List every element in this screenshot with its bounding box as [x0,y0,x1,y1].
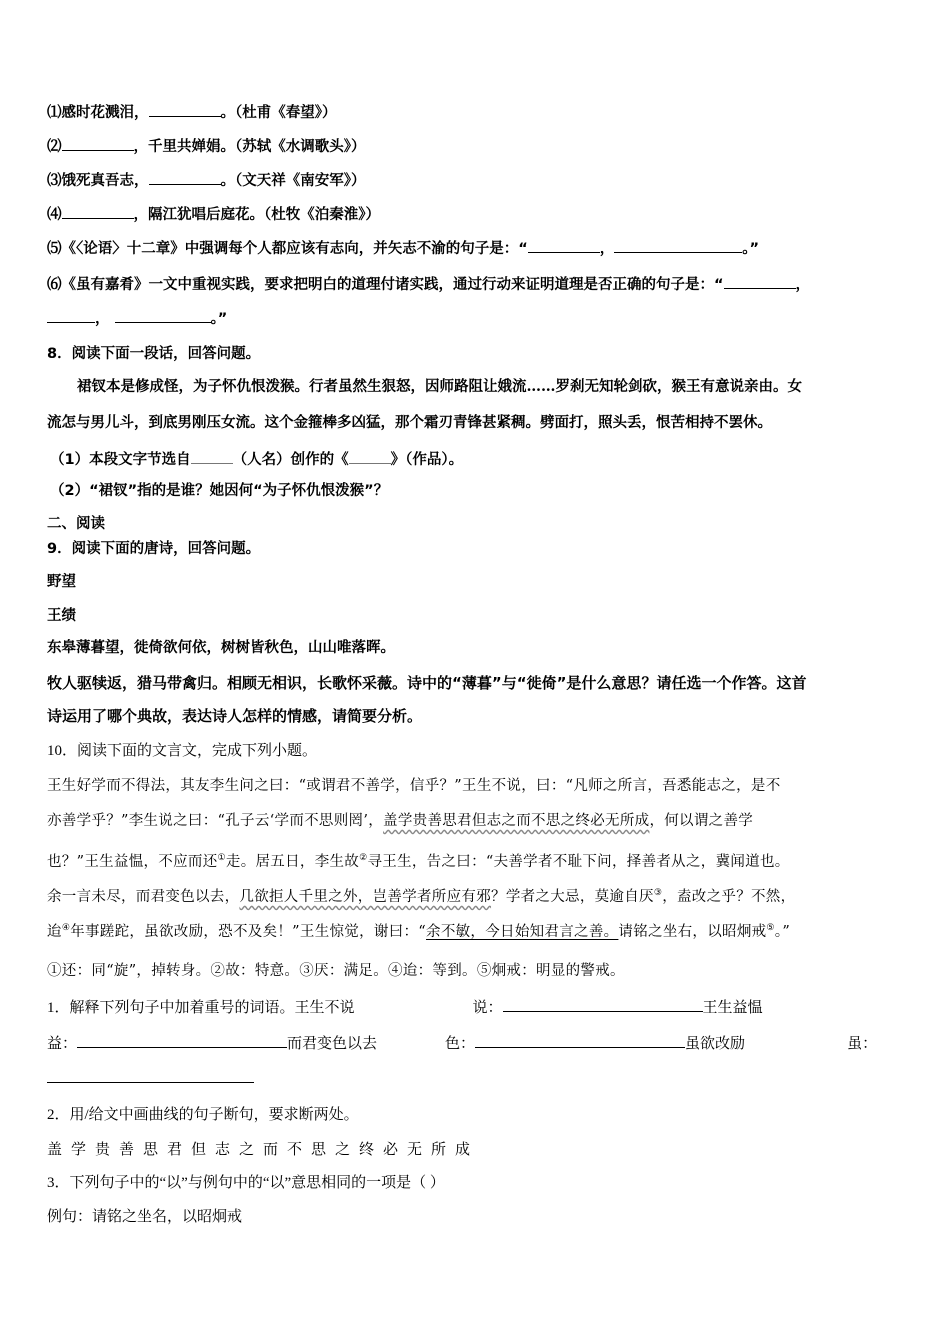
item-number: ⑵ [47,139,62,155]
underlined-sentence: 余不敏，今日始知君言之善。 [426,923,619,940]
poem-title: 野望 [47,574,76,590]
punct: 。” [210,311,228,327]
item-text: 感时花溅泪， [61,105,149,121]
sub-question-2: 2．用/给文中画曲线的句子断句，要求断两处。 [47,1107,359,1123]
work-blank[interactable] [349,449,391,464]
poem-line-1: 东皋薄暮望，徙倚欲何依，树树皆秋色，山山唯落晖。 [47,640,395,656]
text: （1）本段文字节选自 [50,452,191,468]
classical-line-4 [47,883,795,907]
text: 也？”王生益愠，不应而还 [47,853,218,870]
sub-question-1-cont2 [47,1068,254,1089]
punct: ， [599,241,615,257]
text: 请铭之坐右，以昭炯戒 [618,923,767,940]
footnote-marker: ④ [61,923,71,933]
answer-blank[interactable] [724,274,796,289]
q7-item-3 [47,170,366,191]
footnote-marker: ③ [653,888,663,898]
text: 走。居五日，李生故 [225,853,360,870]
q8-sub-2: （2）“裙钗”指的是谁？她因何“为子怀仇恨泼猴”？ [50,483,389,499]
text: 。” [774,923,791,940]
text: ？学者之大忌，莫逾自厌 [491,888,654,905]
answer-blank[interactable] [475,1033,685,1048]
text: 亦善学乎？”李生说之曰：“孔子云‘学而不思则罔’， [47,813,384,829]
text: 1．解释下列句子中加着重号的词语。王生不说 [47,1000,355,1016]
item-text: 饿死真吾志， [61,173,149,189]
answer-blank[interactable] [149,102,221,117]
q8-sub-1 [50,449,463,470]
text: ，何以谓之善学 [649,813,754,829]
answer-blank[interactable] [62,204,134,219]
punct: 。” [742,241,760,257]
text: 王生益愠 [702,1000,763,1016]
footnotes: ①还：同“旋”，掉转身。②故：特意。③厌：满足。④迨：等到。⑤炯戒：明显的警戒。 [47,963,625,979]
item-text: ，隔江犹唱后庭花。（杜牧《泊秦淮》） [133,207,380,223]
classical-line-2 [47,811,753,831]
item-number: ⑸ [47,241,62,257]
answer-blank[interactable] [47,1068,254,1083]
sentence-to-punctuate: 盖学贵善思君但志之而不思之终必无所成 [47,1142,480,1158]
text: 迨 [47,923,62,940]
item-text: ，千里共婵娟。（苏轼《水调歌头》） [133,139,366,155]
q7-item-1 [47,102,337,123]
text: （人名）创作的《 [232,452,349,468]
wavy-underlined-sentence: 几欲拒人千里之外，岂善学者所应有邪 [239,888,492,905]
answer-blank[interactable] [149,170,221,185]
text: 色： [445,1036,476,1052]
classical-line-5 [47,918,790,942]
sub-question-3: 3．下列句子中的“以”与例句中的“以”意思相同的一项是（ ） [47,1175,445,1191]
punct: ， [795,277,811,293]
q8-title: 8．阅读下面一段话，回答问题。 [47,346,261,362]
author-blank[interactable] [191,449,233,464]
punct: ， [95,311,110,327]
example-sentence: 例句：请铭之坐名，以昭炯戒 [47,1209,243,1225]
q8-passage-line-1: 裙钗本是修成怪，为子怀仇恨泼猴。行者虽然生狠怒，因师路阻让娥流……罗刹无知轮剑砍，猴王有意说亲由。女 [77,378,802,395]
classical-line-1: 王生好学而不得法，其友李生问之曰：“或谓君不善学，信乎？”王生不说，曰：“凡师之所言，吾悉能志之，是不 [47,778,781,794]
item-text: 。（文天祥《南安军》） [220,173,366,189]
text: 说： [472,1000,503,1016]
text: 年事蹉跎，虽欲改励，恐不及矣！”王生惊觉，谢曰：“ [70,923,427,940]
item-number: ⑴ [47,105,62,121]
q7-item-4 [47,204,380,225]
answer-blank[interactable] [503,997,703,1012]
text: 虽欲改励 [685,1036,746,1052]
answer-blank[interactable] [47,308,95,323]
answer-blank[interactable] [77,1033,287,1048]
poem-author: 王绩 [47,608,76,624]
footnote-marker: ⑤ [766,923,775,933]
answer-blank[interactable] [115,308,211,323]
item-number: ⑹ [47,277,62,293]
q10-title: 10．阅读下面的文言文，完成下列小题。 [47,743,318,759]
q9-title: 9．阅读下面的唐诗，回答问题。 [47,541,261,557]
item-number: ⑷ [47,207,62,223]
q7-item-6 [47,274,810,295]
text: 益： [47,1036,78,1052]
poem-line-2: 牧人驱犊返，猎马带禽归。相顾无相识，长歌怀采薇。诗中的“薄暮”与“徙倚”是什么意思？请任选一个作答。这首 [47,674,807,692]
answer-blank[interactable] [614,238,742,253]
q7-item-2 [47,136,366,157]
text: 》（作品）。 [390,452,464,468]
q8-passage-line-2: 流怎与男儿斗，到底男刚压女流。这个金箍棒多凶猛，那个霜刃青锋甚紧稠。劈面打，照头丢，恨苦相持不罢休。 [47,414,772,431]
sub-question-1 [47,997,763,1018]
text: ，盍改之乎？不然， [662,888,796,905]
text: 而君变色以去 [287,1036,378,1052]
footnote-marker: ① [217,853,226,863]
q7-item-6-cont [47,308,227,329]
poem-line-3: 诗运用了哪个典故，表达诗人怎样的情感，请简要分析。 [47,707,423,725]
text: 虽： [847,1036,878,1052]
q7-item-5 [47,238,759,259]
text: 寻王生，告之曰：“夫善学者不耻下问，择善者从之，冀闻道也。 [367,853,790,870]
classical-line-3 [47,848,790,872]
footnote-marker: ② [359,853,368,863]
wavy-underlined-sentence: 盖学贵善思君但志之而不思之终必无所成 [383,813,650,829]
item-text: 《〈论语〉十二章》中强调每个人都应该有志向，并矢志不渝的句子是：“ [61,241,528,257]
answer-blank[interactable] [62,136,134,151]
item-number: ⑶ [47,173,62,189]
sub-question-1-cont [47,1033,877,1054]
item-text: 。（杜甫《春望》） [220,105,337,121]
section-heading: 二、阅读 [47,516,105,532]
item-text: 《虽有嘉肴》一文中重视实践，要求把明白的道理付诸实践，通过行动来证明道理是否正确的句子是：“ [61,277,724,293]
answer-blank[interactable] [528,238,600,253]
text: 余一言未尽，而君变色以去， [47,888,240,905]
